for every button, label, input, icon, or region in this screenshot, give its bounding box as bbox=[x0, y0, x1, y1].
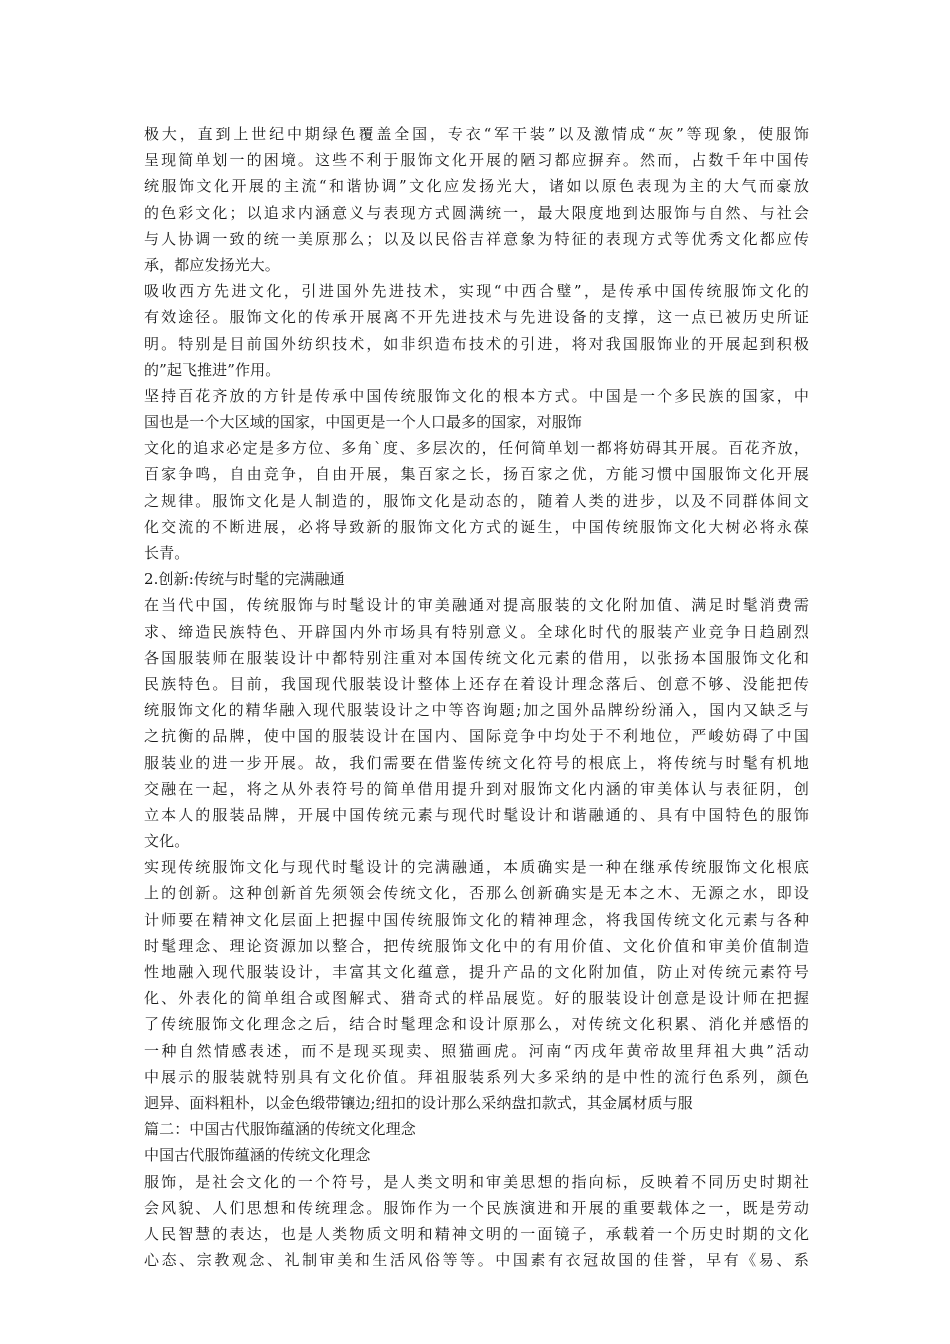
text-line: 的”起飞推进”作用。 bbox=[144, 360, 281, 379]
text-line: 求、缔造民族特色、开辟国内外市场具有特别意义。全球化时代的服装产业竞争日趋剧烈 bbox=[144, 622, 809, 641]
text-line: 迥异、面料粗朴，以金色缎带镶边;纽扣的设计那么采纳盘扣款式，其金属材质与服 bbox=[144, 1093, 693, 1112]
text-line: 民族特色。目前，我国现代服装设计整体上还存在着设计理念落后、创意不够、没能把传 bbox=[144, 674, 809, 693]
text-line: 明。特别是目前国外纺织技术，如非织造布技术的引进，将对我国服饰业的开展起到积极 bbox=[144, 334, 809, 353]
text-line: 统服饰文化的精华融入现代服装设计之中等咨询题;加之国外品牌纷纷涌入，国内又缺乏与 bbox=[144, 701, 809, 720]
text-line: 化、外表化的简单组合或图解式、猎奇式的样品展览。好的服装设计创意是设计师在把握 bbox=[144, 989, 809, 1008]
text-line: 计师要在精神文化层面上把握中国传统服饰文化的精神理念，将我国传统文化元素与各种 bbox=[144, 910, 809, 929]
text-line: 心态、宗教观念、礼制审美和生活风俗等等。中国素有衣冠故国的佳誉，早有《易、系 bbox=[144, 1251, 809, 1270]
text-line: 中国古代服饰蕴涵的传统文化理念 bbox=[144, 1146, 371, 1165]
text-line: 各国服装师在服装设计中都特别注重对本国传统文化元素的借用，以张扬本国服饰文化和 bbox=[144, 648, 809, 667]
text-line: 国也是一个大区域的国家，中国更是一个人口最多的国家，对服饰 bbox=[144, 413, 582, 432]
text-line: 立本人的服装品牌，开展中国传统元素与现代时髦设计和谐融通的、具有中国特色的服饰 bbox=[144, 805, 809, 824]
text-line: 在当代中国，传统服饰与时髦设计的审美融通对提高服装的文化附加值、满足时髦消费需 bbox=[144, 596, 809, 615]
text-line: 篇二：中国古代服饰蕴涵的传统文化理念 bbox=[144, 1120, 416, 1139]
text-line: 之规律。服饰文化是人制造的，服饰文化是动态的，随着人类的进步，以及不同群体间文 bbox=[144, 491, 809, 510]
text-line: 的色彩文化；以追求内涵意义与表现方式圆满统一，最大限度地到达服饰与自然、与社会 bbox=[144, 203, 809, 222]
text-line: 服饰，是社会文化的一个符号，是人类文明和审美思想的指向标，反映着不同历史时期社 bbox=[144, 1172, 809, 1191]
text-line: 百家争鸣，自由竞争，自由开展，集百家之长，扬百家之优，方能习惯中国服饰文化开展 bbox=[144, 465, 809, 484]
text-line: 性地融入现代服装设计，丰富其文化蕴意，提升产品的文化附加值，防止对传统元素符号 bbox=[144, 963, 809, 981]
text-line: 上的创新。这种创新首先须领会传统文化，否那么创新确实是无本之木、无源之水，即设 bbox=[144, 884, 809, 903]
text-line: 有效途径。服饰文化的传承开展离不开先进技术与先进设备的支撑，这一点已被历史所证 bbox=[144, 308, 809, 327]
text-line: 坚持百花齐放的方针是传承中国传统服饰文化的根本方式。中国是一个多民族的国家，中 bbox=[144, 386, 809, 405]
text-line: 交融在一起，将之从外表符号的简单借用提升到对服饰文化内涵的审美体认与表征阴，创 bbox=[144, 779, 809, 798]
text-line: 实现传统服饰文化与现代时髦设计的完满融通，本质确实是一种在继承传统服饰文化根底 bbox=[144, 858, 809, 877]
text-line: 长青。 bbox=[144, 544, 190, 562]
text-line: 呈现简单划一的困境。这些不利于服饰文化开展的陋习都应摒弃。然而，占数千年中国传 bbox=[144, 151, 809, 170]
text-line: 承，都应发扬光大。 bbox=[144, 255, 280, 274]
text-line: 了传统服饰文化理念之后，结合时髦理念和设计原那么，对传统文化积累、消化并感悟的 bbox=[144, 1015, 809, 1034]
text-line: 与人协调一致的统一美原那么；以及以民俗吉祥意象为特征的表现方式等优秀文化都应传 bbox=[144, 229, 809, 248]
text-line: 文化。 bbox=[144, 832, 190, 851]
text-line: 2.创新:传统与时髦的完满融通 bbox=[144, 570, 345, 589]
text-line: 中展示的服装就特别具有文化价值。拜祖服装系列大多采纳的是中性的流行色系列，颜色 bbox=[144, 1067, 809, 1086]
text-line: 之抗衡的品牌，使中国的服装设计在国内、国际竞争中均处于不利地位，严峻妨碍了中国 bbox=[144, 727, 809, 746]
text-line: 人民智慧的表达，也是人类物质文明和精神文明的一面镜子，承载着一个历史时期的文化 bbox=[144, 1224, 809, 1243]
document-body bbox=[144, 121, 809, 1273]
text-line: 统服饰文化开展的主流“和谐协调”文化应发扬光大，诸如以原色表现为主的大气而豪放 bbox=[144, 177, 809, 196]
text-line: 化交流的不断进展，必将导致新的服饰文化方式的诞生，中国传统服饰文化大树必将永葆 bbox=[144, 517, 809, 536]
text-line: 文化的追求必定是多方位、多角`度、多层次的，任何简单划一都将妨碍其开展。百花齐放， bbox=[144, 439, 809, 458]
text-line: 一种自然情感表述，而不是现买现卖、照猫画虎。河南“丙戌年黄帝故里拜祖大典”活动 bbox=[144, 1041, 809, 1060]
text-line: 服装业的进一步开展。故，我们需要在借鉴传统文化符号的根底上，将传统与时髦有机地 bbox=[144, 753, 809, 772]
text-line: 极大，直到上世纪中期绿色覆盖全国，专衣“军干装”以及激情成“灰”等现象，使服饰 bbox=[144, 125, 809, 143]
text-line: 会风貌、人们思想和传统理念。服饰作为一个民族演进和开展的重要载体之一，既是劳动 bbox=[144, 1198, 809, 1217]
text-line: 时髦理念、理论资源加以整合，把传统服饰文化中的有用价值、文化价值和审美价值制造 bbox=[144, 936, 809, 955]
text-line: 吸收西方先进文化，引进国外先进技术，实现“中西合璧”，是传承中国传统服饰文化的 bbox=[144, 282, 809, 301]
